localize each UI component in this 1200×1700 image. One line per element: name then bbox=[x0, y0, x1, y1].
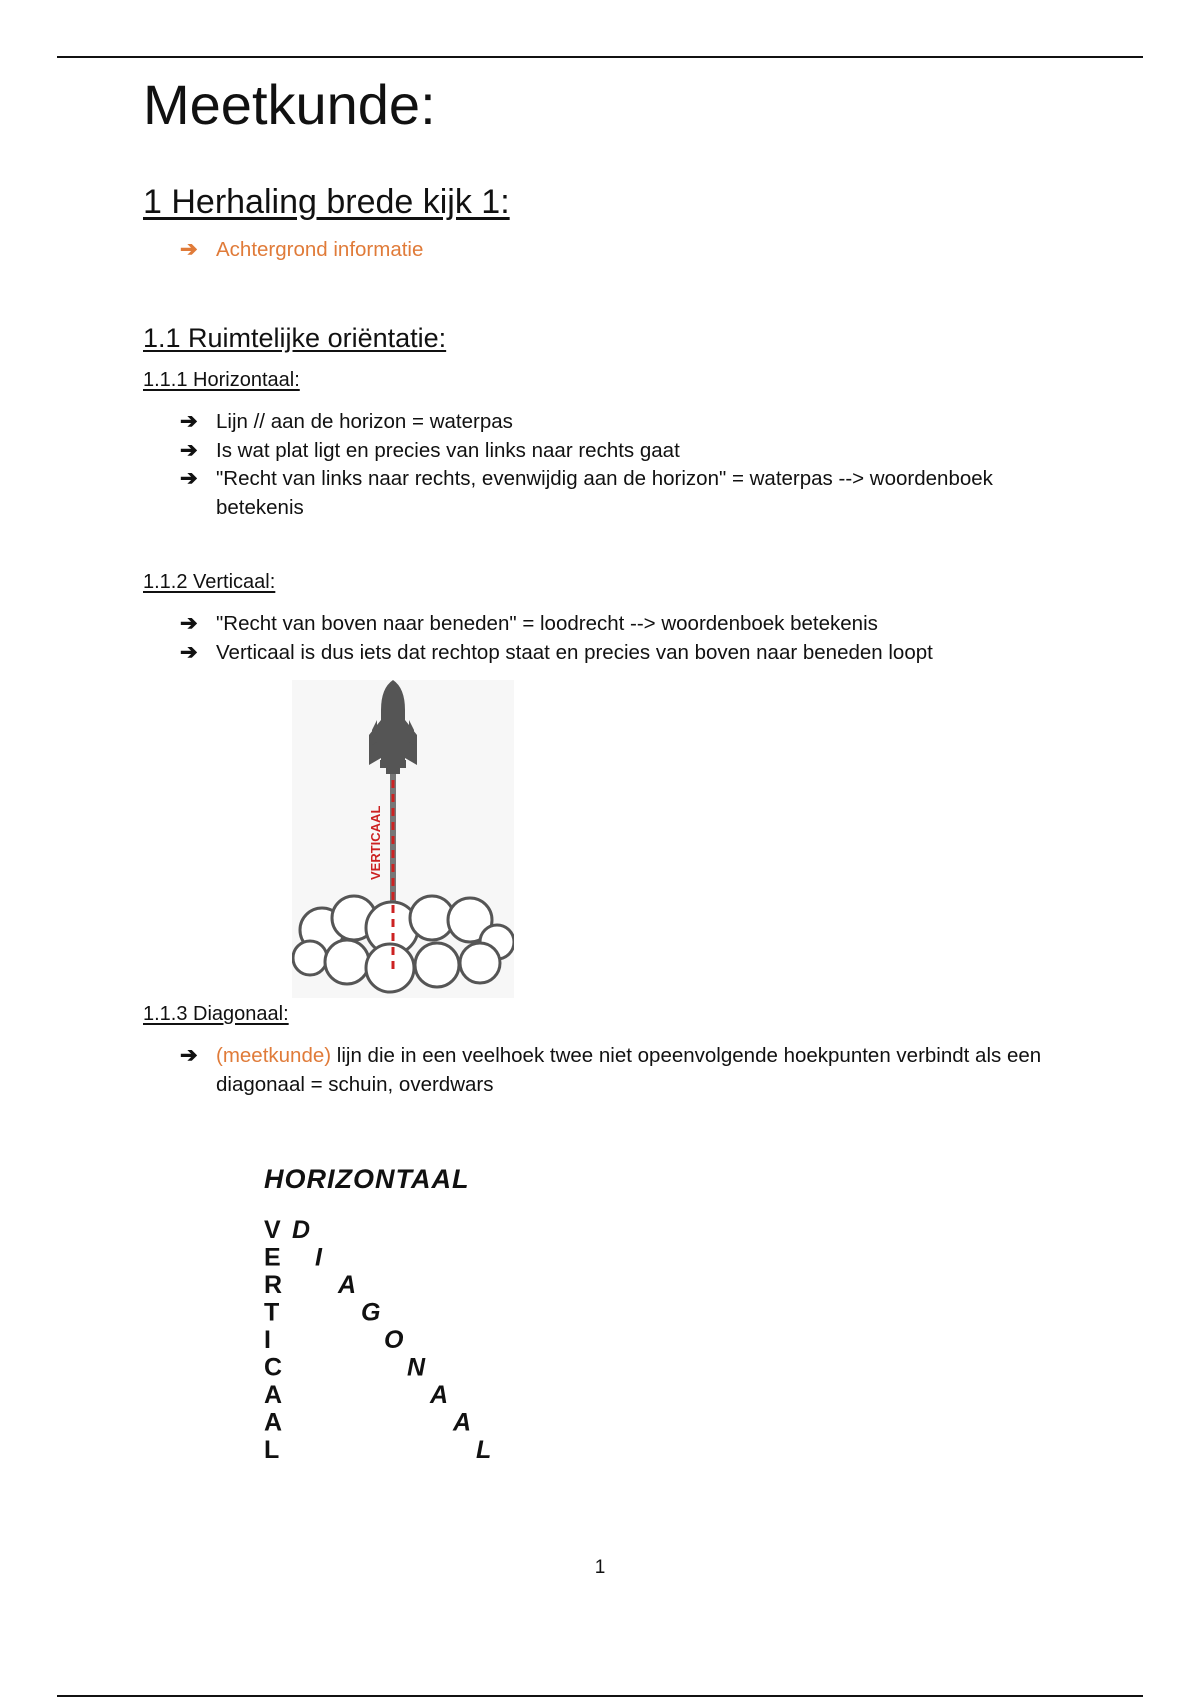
top-rule bbox=[57, 56, 1143, 58]
rocket-verticaal-illustration bbox=[292, 680, 514, 998]
verticaal-letter: E bbox=[264, 1243, 281, 1272]
right-arrow-icon: ➔ bbox=[180, 467, 198, 490]
list-item-text: "Recht van links naar rechts, evenwijdig aan de horizon" = waterpas --> woordenboek betekenis bbox=[216, 467, 993, 519]
diagonaal-letter: A bbox=[453, 1408, 472, 1437]
right-arrow-icon: ➔ bbox=[180, 1044, 198, 1067]
verticaal-letter: A bbox=[264, 1381, 283, 1409]
verticaal-list bbox=[180, 610, 1080, 667]
verticaal-letter: I bbox=[264, 1326, 271, 1354]
right-arrow-icon: ➔ bbox=[180, 640, 198, 664]
list-item-text: Is wat plat ligt en precies van links naar rechts gaat bbox=[216, 438, 680, 462]
diagonaal-letter: A bbox=[430, 1381, 449, 1409]
right-arrow-icon: ➔ bbox=[180, 238, 198, 261]
section-heading-ruimtelijke: 1.1 Ruimtelijke oriëntatie: bbox=[143, 323, 447, 353]
diagonaal-letter: G bbox=[361, 1298, 381, 1327]
verticaal-label: VERTICAAL bbox=[368, 805, 383, 880]
diagonaal-letters bbox=[292, 1216, 491, 1464]
list-item bbox=[180, 639, 1080, 668]
background-info-link[interactable] bbox=[180, 236, 1080, 265]
diagonaal-letter: L bbox=[476, 1436, 492, 1464]
bottom-rule bbox=[57, 1695, 1143, 1697]
diagonaal-letter: N bbox=[407, 1353, 426, 1382]
background-info-list bbox=[180, 236, 1080, 265]
diagonaal-letter: D bbox=[292, 1216, 311, 1244]
list-item-text: lijn die in een veelhoek twee niet opeenvolgende hoekpunten verbindt als een diagonaal = schuin, overdwars bbox=[216, 1044, 1042, 1096]
subheading-horizontaal: 1.1.1 Horizontaal: bbox=[143, 369, 300, 391]
word-direction-illustration bbox=[258, 1158, 498, 1468]
verticaal-letter: L bbox=[264, 1436, 280, 1464]
verticaal-letters bbox=[264, 1216, 282, 1464]
background-info-label: Achtergrond informatie bbox=[216, 238, 424, 261]
subheading-diagonaal: 1.1.3 Diagonaal: bbox=[143, 1003, 289, 1025]
list-item bbox=[180, 1042, 1080, 1099]
horizontaal-list bbox=[180, 408, 1080, 522]
meetkunde-tag: (meetkunde) bbox=[216, 1044, 332, 1067]
list-item bbox=[180, 465, 1080, 522]
diagonaal-letter: O bbox=[384, 1326, 404, 1354]
page-title: Meetkunde: bbox=[143, 73, 436, 136]
verticaal-letter: V bbox=[264, 1216, 281, 1244]
diagonaal-letter: A bbox=[338, 1271, 357, 1299]
verticaal-letter: R bbox=[264, 1271, 283, 1299]
subheading-verticaal: 1.1.2 Verticaal: bbox=[143, 571, 276, 593]
list-item-text: Verticaal is dus iets dat rechtop staat en precies van boven naar beneden loopt bbox=[216, 640, 933, 664]
page-number: 1 bbox=[594, 1557, 606, 1578]
list-item-text: Lijn // aan de horizon = waterpas bbox=[216, 410, 513, 433]
diagonaal-list bbox=[180, 1042, 1080, 1099]
verticaal-letter: C bbox=[264, 1353, 283, 1382]
diagonaal-letter: I bbox=[315, 1243, 322, 1272]
verticaal-letter: A bbox=[264, 1408, 283, 1437]
section-heading-herhaling: 1 Herhaling brede kijk 1: bbox=[143, 183, 510, 221]
list-item bbox=[180, 437, 1080, 466]
list-item bbox=[180, 408, 1080, 437]
horizontaal-word: HORIZONTAAL bbox=[264, 1164, 470, 1194]
right-arrow-icon: ➔ bbox=[180, 438, 198, 462]
right-arrow-icon: ➔ bbox=[180, 410, 198, 433]
right-arrow-icon: ➔ bbox=[180, 612, 198, 635]
list-item-text: "Recht van boven naar beneden" = loodrecht --> woordenboek betekenis bbox=[216, 612, 878, 635]
list-item bbox=[180, 610, 1080, 639]
verticaal-letter: T bbox=[264, 1298, 280, 1327]
